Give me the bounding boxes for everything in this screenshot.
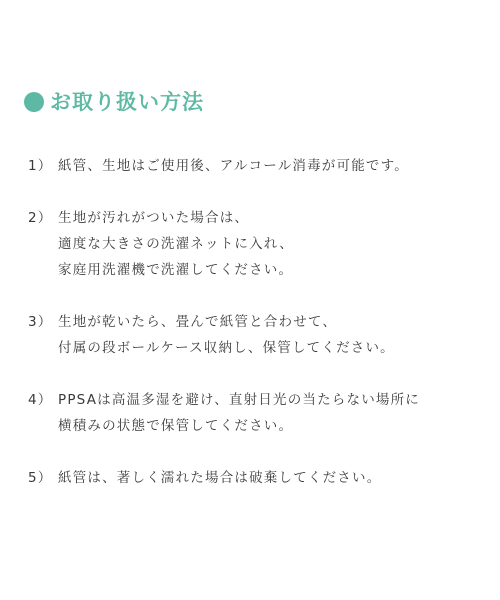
instruction-text [58, 309, 395, 361]
instruction-item [28, 387, 488, 439]
instruction-text [58, 153, 409, 179]
instruction-line: 横積みの状態で保管してください。 [58, 418, 294, 434]
instruction-line: 生地が乾いたら、畳んで紙管と合わせて、 [58, 314, 338, 330]
instruction-line: 紙管、生地はご使用後、アルコール消毒が可能です。 [58, 158, 409, 174]
instruction-item [28, 309, 488, 361]
instruction-item [28, 153, 488, 179]
instruction-number: 5） [28, 470, 53, 486]
instruction-line: 付属の段ボールケース収納し、保管してください。 [58, 340, 395, 356]
heading-title: お取り扱い方法 [50, 90, 204, 114]
instruction-text [58, 387, 420, 439]
instruction-number: 3） [28, 314, 53, 330]
instruction-number: 2） [28, 210, 53, 226]
instruction-item [28, 205, 488, 283]
instruction-line: 紙管は、著しく濡れた場合は破棄してください。 [58, 470, 382, 486]
instruction-text [58, 205, 294, 283]
instruction-number: 4） [28, 392, 53, 408]
instruction-text [58, 465, 381, 491]
instruction-line: 適度な大きさの洗濯ネットに入れ、 [58, 236, 295, 252]
instruction-line: 生地が汚れがついた場合は、 [58, 210, 250, 226]
instruction-item [28, 465, 488, 491]
instruction-list [28, 153, 488, 517]
instruction-line: PPSAは高温多湿を避け、直射日光の当たらない場所に [58, 392, 420, 408]
filled-circle-icon [24, 92, 44, 112]
instruction-number: 1） [28, 158, 53, 174]
section-heading [24, 88, 204, 116]
instruction-line: 家庭用洗濯機で洗濯してください。 [58, 262, 294, 278]
